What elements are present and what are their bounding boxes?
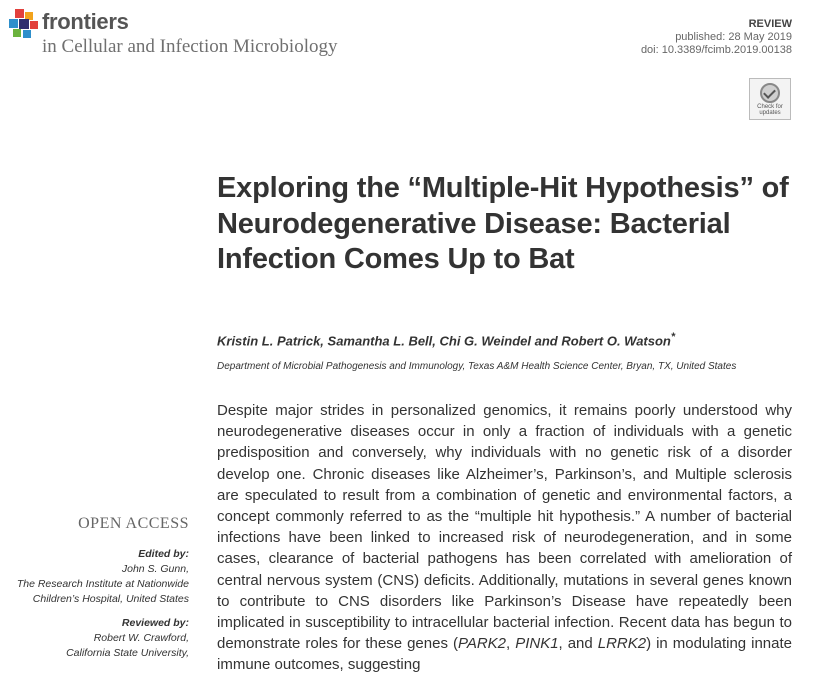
abstract-text: , and — [558, 635, 598, 653]
abstract-line: intracellular bacterial infection. Recent data has begun to demonstrate roles for these — [217, 614, 792, 653]
abstract-line: to result from a combination of genetic and environmental factors, a concept commonly — [217, 486, 792, 526]
reviewer-name[interactable]: Robert W. Crawford, — [93, 632, 189, 644]
abstract-line: referred to as the “multiple hit hypothesis.” A number of bacterial infections have — [217, 508, 793, 547]
article-meta — [641, 18, 792, 57]
check-updates-icon — [760, 83, 780, 103]
author-list — [217, 331, 675, 348]
abstract-line: been linked to increased risk of neurodegeneration, and in some cases, clearance of — [217, 529, 792, 568]
author-affiliation: Department of Microbial Pathogenesis and Immunology, Texas A&M Health Science Center, Bryan, TX, United States — [217, 361, 737, 372]
gene-name: PINK1 — [515, 635, 559, 653]
editor-affiliation: Children’s Hospital, United States — [32, 593, 189, 605]
frontiers-logo-icon — [9, 9, 39, 39]
journal-name: in Cellular and Infection Microbiology — [42, 36, 338, 57]
gene-name: PARK2 — [457, 635, 507, 653]
abstract-line: (CNS) deficits. Additionally, mutations in several genes known to contribute to CNS — [217, 571, 792, 610]
corresponding-mark: * — [670, 331, 676, 343]
reviewer-affiliation: California State University, — [66, 647, 189, 659]
gene-name: LRRK2 — [597, 635, 647, 653]
reviewed-by-label: Reviewed by: — [121, 617, 189, 629]
check-for-updates-button[interactable] — [749, 78, 791, 120]
abstract-line: bacterial pathogens has been correlated with amelioration of central nervous system — [217, 550, 792, 589]
abstract-line: disorders like Parkinson’s Disease have repeatedly been implicated in susceptibility to — [217, 592, 792, 632]
doi[interactable]: doi: 10.3389/fcimb.2019.00138 — [640, 44, 792, 56]
check-updates-label: Check for updates — [757, 104, 783, 116]
editor-affiliation: The Research Institute at Nationwide — [16, 578, 189, 590]
abstract-line: neurodegenerative diseases occur in only a fraction of individuals with a genetic — [217, 423, 792, 441]
editor-name[interactable]: John S. Gunn, — [121, 563, 189, 575]
brand-name: frontiers — [42, 9, 129, 34]
article-title: Exploring the “Multiple-Hit Hypothesis” of Neurodegenerative Disease: Bacterial Infection Comes Up to Bat — [217, 172, 789, 275]
abstract — [217, 400, 792, 676]
abstract-text: , — [506, 635, 516, 653]
abstract-line: predisposition and conversely, why individuals with no genetic risk of a disorder develop — [217, 444, 792, 483]
reviewed-by-block — [66, 616, 189, 661]
open-access-label: OPEN ACCESS — [78, 515, 189, 532]
edited-by-label: Edited by: — [138, 548, 189, 560]
published-date: published: 28 May 2019 — [675, 31, 792, 43]
abstract-text: ) in modulating innate immune outcomes, suggesting — [217, 635, 792, 674]
abstract-text: genes ( — [407, 635, 458, 653]
authors-text[interactable]: Kristin L. Patrick, Samantha L. Bell, Chi G. Weindel and Robert O. Watson — [217, 333, 671, 349]
article-type: REVIEW — [748, 18, 792, 30]
abstract-line: Despite major strides in personalized genomics, it remains poorly understood why — [217, 402, 792, 419]
edited-by-block — [17, 547, 189, 607]
abstract-line: one. Chronic diseases like Alzheimer’s, Parkinson’s, and Multiple sclerosis are speculated — [217, 465, 792, 504]
